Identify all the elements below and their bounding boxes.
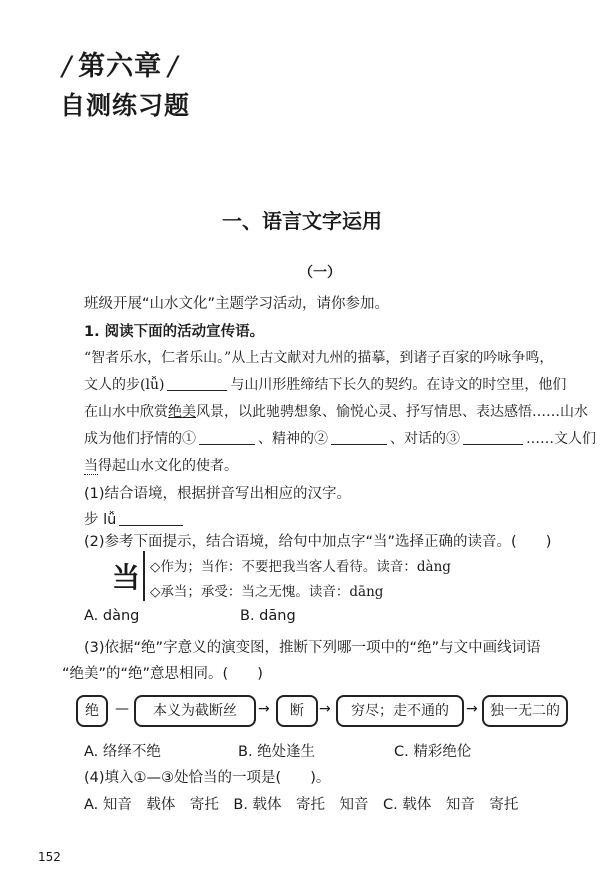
choice-a[interactable]: A. dàng	[84, 608, 140, 624]
blank-3[interactable]	[463, 430, 523, 445]
arrow-right-icon: →	[466, 701, 478, 717]
passage-line-5	[84, 455, 574, 475]
passage-line-3	[84, 401, 588, 421]
answer-label: 步 lǚ	[84, 512, 117, 528]
passage-text: 文人的步(lǚ)	[84, 377, 165, 393]
underlined-word-juemei: 绝美	[168, 404, 196, 420]
chapter-title: 第六章	[78, 51, 163, 82]
blank-bulv[interactable]	[167, 376, 227, 391]
passage-text: 风景，以此驰骋想象、愉悦心灵、抒写情思、表达感悟……山水	[196, 404, 588, 420]
flow-box-exhausted: 穷尽；走不通的	[336, 695, 464, 727]
passage-line-2	[84, 374, 574, 394]
jue-evolution-diagram	[76, 695, 576, 727]
passage-text: 、精神的②	[258, 431, 328, 447]
flow-dash: —	[115, 701, 129, 717]
sub-question-4-choices[interactable]: A. 知音 载体 寄托 B. 载体 寄托 知音 C. 载体 知音 寄托	[84, 797, 519, 813]
passage-text: 与山川形胜缔结下长久的契约。在诗文的时空里，他们	[230, 377, 567, 393]
arrow-right-icon: →	[319, 701, 331, 717]
intro-text: 班级开展“山水文化”主题学习活动，请你参加。	[84, 296, 390, 312]
chapter-heading	[56, 44, 184, 83]
answer-blank[interactable]	[119, 511, 183, 526]
flow-box-duan: 断	[276, 695, 318, 727]
flow-box-unique: 独一无二的	[482, 695, 568, 727]
section-title: 一、语言文字运用	[222, 209, 382, 233]
blank-2[interactable]	[331, 430, 387, 445]
passage-text: 成为他们抒情的①	[84, 431, 196, 447]
passage-line-4	[84, 428, 596, 448]
page-number: 152	[38, 850, 61, 864]
arrow-right-icon: →	[258, 701, 270, 717]
passage-text: 得起山水文化的使者。	[98, 458, 238, 474]
dang-character: 当	[112, 561, 141, 594]
choice-b[interactable]: B. dāng	[240, 608, 296, 624]
sub-question-3-prompt-line-2: “绝美”的“绝”意思相同。( )	[62, 666, 263, 682]
sub-question-2-prompt: (2)参考下面提示，结合语境，给句中加点字“当”选择正确的读音。( )	[84, 534, 552, 550]
sub-question-4-prompt: (4)填入①—③处恰当的一项是( )。	[84, 770, 331, 786]
pronunciation-hint-1: ◇作为；当作：不要把我当客人看待。读音：dàng	[150, 559, 451, 575]
slash-decoration: /	[62, 51, 73, 82]
sub-question-3-prompt-line-1: (3)依据“绝”字意义的演变图，推断下列哪一项中的“绝”与文中画线词语	[84, 640, 541, 656]
sub-question-1-prompt: (1)结合语境，根据拼音写出相应的汉字。	[84, 486, 352, 502]
choice-c[interactable]: C. 精彩绝伦	[394, 744, 472, 760]
pronunciation-hint-2: ◇承当；承受：当之无愧。读音：dāng	[150, 584, 384, 600]
part-label: （一）	[299, 265, 341, 281]
question-1-prompt: 1. 阅读下面的活动宣传语。	[84, 324, 265, 340]
choice-a[interactable]: A. 络绎不绝	[84, 744, 161, 760]
slash-decoration: /	[168, 51, 179, 82]
choice-b[interactable]: B. 绝处逢生	[238, 744, 316, 760]
passage-text: ……文人们	[526, 431, 596, 447]
flow-box-original-meaning: 本义为截断丝	[134, 695, 256, 727]
chapter-subtitle: 自测练习题	[60, 91, 191, 120]
passage-text: 在山水中欣赏	[84, 404, 168, 420]
passage-text: 、对话的③	[390, 431, 460, 447]
sub-question-1-answer	[84, 508, 186, 529]
blank-1[interactable]	[199, 430, 255, 445]
dotted-char-dang: 当	[84, 458, 98, 474]
passage-line-1: “智者乐水，仁者乐山。”从上古文献对九州的描摹，到诸子百家的吟咏争鸣，	[84, 350, 554, 366]
flow-box-jue: 绝	[76, 695, 108, 727]
